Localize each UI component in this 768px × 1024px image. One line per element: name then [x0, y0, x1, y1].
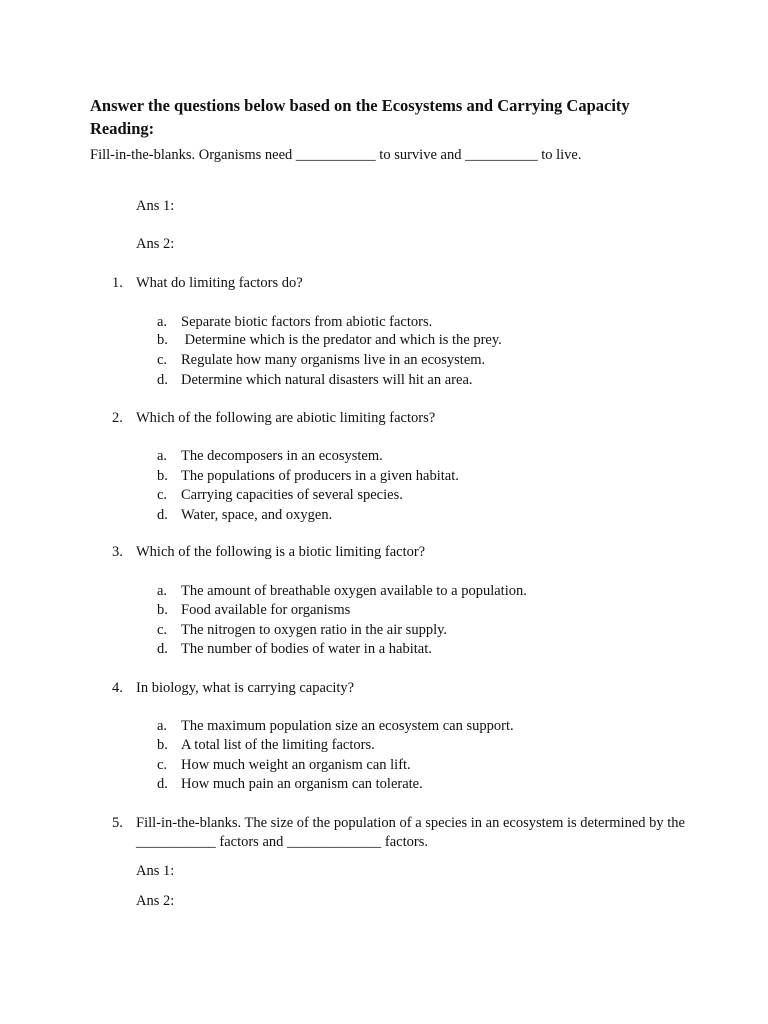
option-text: Determine which natural disasters will hit an area. — [181, 372, 473, 388]
question-number: 1. — [112, 275, 123, 291]
option-letter: d. — [157, 641, 168, 657]
question-text: Which of the following is a biotic limiting factor? — [136, 544, 426, 560]
option-letter: c. — [157, 757, 168, 773]
option-text: A total list of the limiting factors. — [181, 737, 375, 753]
option-letter: a. — [157, 718, 168, 734]
option-letter: c. — [157, 352, 168, 368]
question-5-answer-2: Ans 2: — [136, 893, 175, 909]
option-text: Food available for organisms — [181, 602, 351, 618]
option-text: Carrying capacities of several species. — [181, 487, 403, 503]
question-text: Fill-in-the-blanks. The size of the population of a species in an ecosystem is determined by the ___________ factors and _____________ factors. — [136, 815, 685, 850]
option-letter: b. — [157, 332, 168, 348]
option-letter: b. — [157, 737, 168, 753]
question-number: 3. — [112, 544, 123, 560]
option-letter: b. — [157, 468, 168, 484]
question-5-answer-1: Ans 1: — [136, 863, 175, 879]
option-text: Determine which is the predator and which is the prey. — [181, 332, 502, 348]
option-text: Separate biotic factors from abiotic factors. — [181, 314, 433, 330]
intro-fill-in-blank: Fill-in-the-blanks. Organisms need ___________ to survive and __________ to live. — [90, 147, 582, 163]
question-number: 2. — [112, 410, 123, 426]
question-text: Which of the following are abiotic limiting factors? — [136, 410, 436, 426]
option-letter: c. — [157, 487, 168, 503]
option-letter: d. — [157, 372, 168, 388]
option-letter: a. — [157, 583, 168, 599]
option-letter: c. — [157, 622, 168, 638]
intro-answer-1: Ans 1: — [136, 198, 175, 214]
question-number: 4. — [112, 680, 123, 696]
intro-answer-2: Ans 2: — [136, 236, 175, 252]
option-letter: a. — [157, 448, 168, 464]
question-text: What do limiting factors do? — [136, 275, 303, 291]
option-text: How much weight an organism can lift. — [181, 757, 411, 773]
option-letter: a. — [157, 314, 168, 330]
option-text: The maximum population size an ecosystem can support. — [181, 718, 514, 734]
option-letter: d. — [157, 507, 168, 523]
option-text: How much pain an organism can tolerate. — [181, 776, 423, 792]
question-number: 5. — [112, 815, 123, 831]
option-text: The decomposers in an ecosystem. — [181, 448, 383, 464]
option-letter: b. — [157, 602, 168, 618]
option-text: The populations of producers in a given habitat. — [181, 468, 459, 484]
option-text: The number of bodies of water in a habitat. — [181, 641, 432, 657]
option-text: Water, space, and oxygen. — [181, 507, 333, 523]
option-text: The amount of breathable oxygen available to a population. — [181, 583, 527, 599]
option-letter: d. — [157, 776, 168, 792]
question-text: In biology, what is carrying capacity? — [136, 680, 355, 696]
option-text: The nitrogen to oxygen ratio in the air supply. — [181, 622, 448, 638]
option-text: Regulate how many organisms live in an ecosystem. — [181, 352, 486, 368]
worksheet-title: Answer the questions below based on the Ecosystems and Carrying Capacity Reading: — [90, 96, 630, 138]
